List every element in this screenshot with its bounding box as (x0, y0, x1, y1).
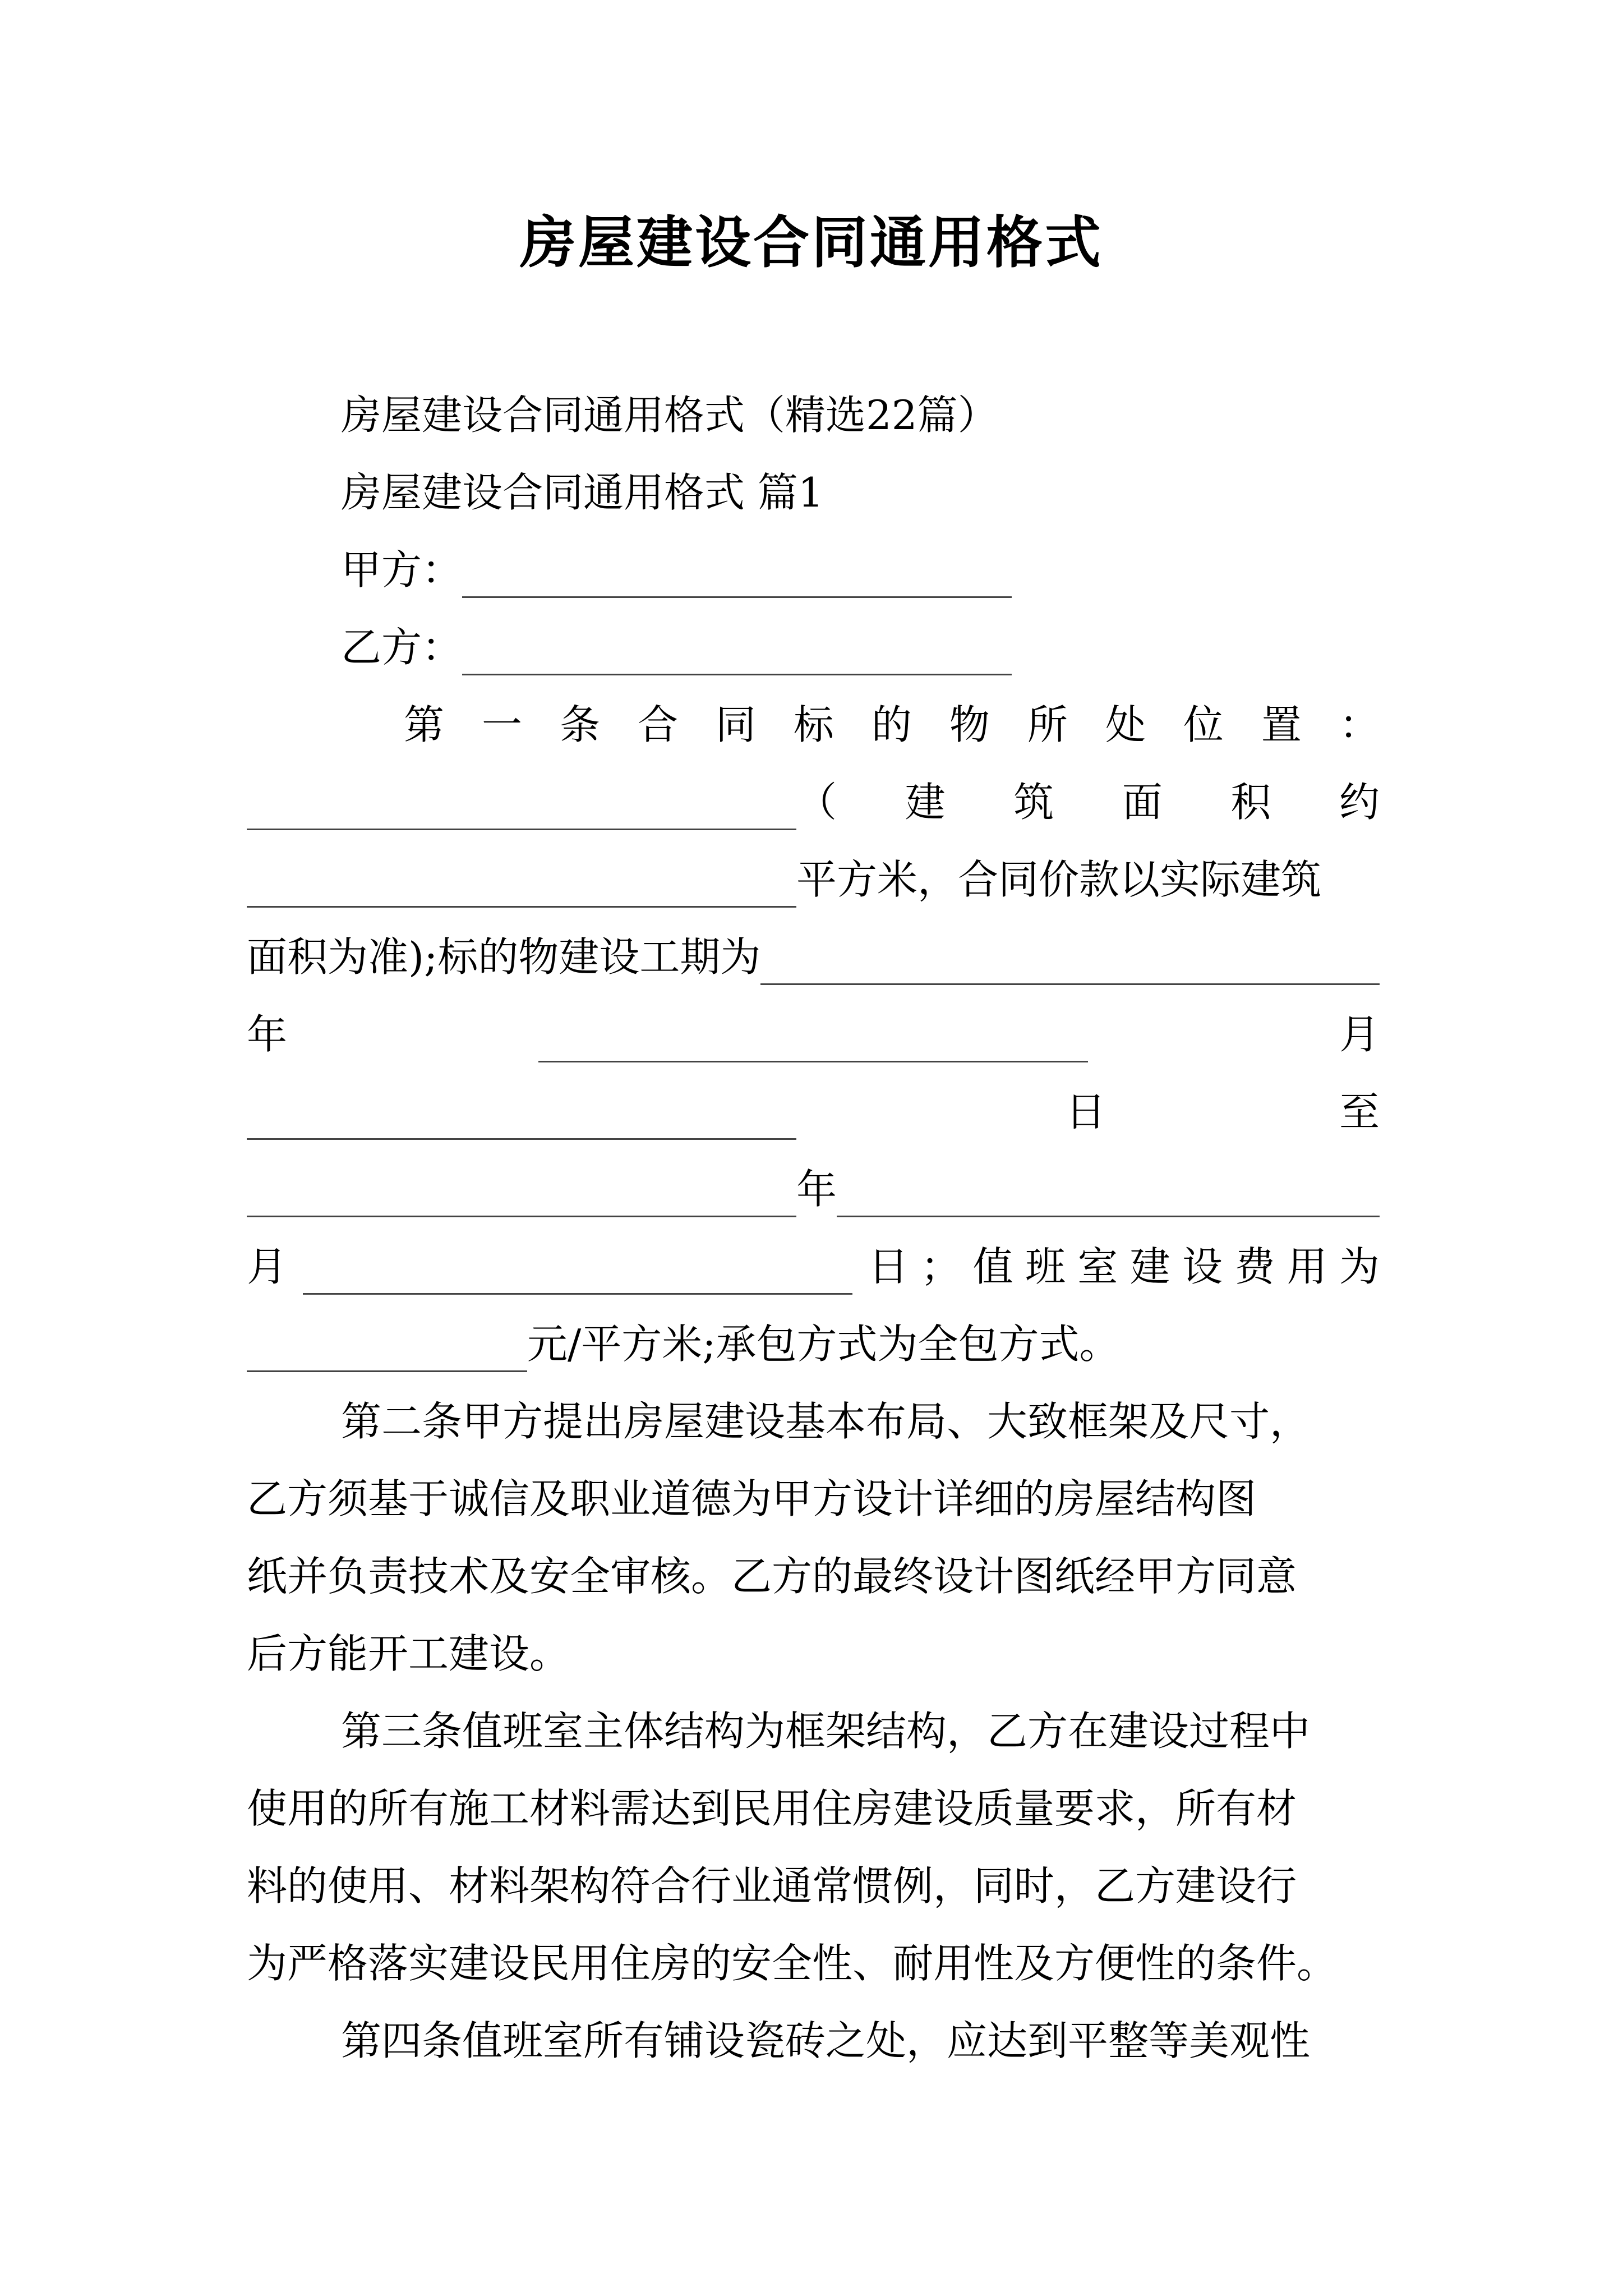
art1-char: 第 (404, 701, 445, 748)
area-blank[interactable] (247, 872, 796, 908)
art2-line: 第二条甲方提出房屋建设基本布局、大致框架及尺寸， (341, 1398, 1311, 1445)
art1-line-7 (247, 1161, 1380, 1217)
document-title: 房屋建设合同通用格式 (520, 210, 1103, 275)
party-b-label: 乙方： (341, 624, 463, 671)
year-label: 年 (247, 1011, 288, 1058)
art1-char: 用 (1287, 1243, 1327, 1290)
art1-char: 一 (481, 701, 522, 748)
party-a-label: 甲方： (341, 546, 463, 593)
art2-line: 乙方须基于诚信及职业道德为甲方设计详细的房屋结构图 (247, 1475, 1257, 1522)
fee-blank[interactable] (247, 1337, 527, 1372)
art1-line-1 (404, 697, 1380, 753)
art1-line-5 (247, 1006, 1380, 1062)
art1-line-4 (247, 929, 1380, 985)
art1-char: 建 (1129, 1243, 1170, 1290)
section-heading: 房屋建设合同通用格式 篇1 (341, 469, 824, 516)
art1-char: 位 (1183, 701, 1224, 748)
art1-char: （ (796, 779, 837, 826)
day-label: 日 (1066, 1088, 1106, 1135)
art1-char: 值 (972, 1243, 1013, 1290)
fee-phrase (868, 1239, 1380, 1295)
art1-line-9 (247, 1316, 1380, 1372)
art2-line: 纸并负责技术及安全审核。乙方的最终设计图纸经甲方同意 (247, 1553, 1297, 1600)
party-b-line (341, 619, 1380, 675)
art3-line: 料的使用、材料架构符合行业通常惯例，同时，乙方建设行 (247, 1862, 1297, 1910)
start-day-blank[interactable] (247, 1105, 796, 1140)
duration-text: 面积为准);标的物建设工期为 (247, 933, 761, 981)
art1-line-2 (247, 774, 1380, 830)
year-label: 年 (796, 1166, 837, 1213)
art1-char: 面 (1122, 779, 1163, 826)
art1-line-3 (247, 852, 1380, 908)
art1-char: 处 (1105, 701, 1146, 748)
art1-line-6 (247, 1084, 1380, 1140)
art1-char: 的 (871, 701, 912, 748)
end-year-blank[interactable] (247, 1182, 796, 1217)
art1-char: 班 (1025, 1243, 1066, 1290)
art1-char: 置 (1261, 701, 1302, 748)
to-label: 至 (1339, 1088, 1380, 1135)
area-unit-text: 平方米，合同价款以实际建筑 (796, 856, 1322, 903)
art1-char: 室 (1077, 1243, 1118, 1290)
art1-char: 合 (637, 701, 678, 748)
month-label: 月 (1339, 1011, 1380, 1058)
art1-line-8 (247, 1239, 1380, 1295)
art1-char: 条 (559, 701, 600, 748)
art1-char: 约 (1339, 779, 1380, 826)
location-blank[interactable] (247, 795, 796, 830)
party-a-blank[interactable] (462, 563, 1012, 598)
art1-char: 日 (868, 1243, 909, 1290)
art1-char: ： (1339, 701, 1380, 748)
start-month-blank[interactable] (538, 1027, 1088, 1062)
art1-char: 建 (905, 779, 946, 826)
end-month-blank[interactable] (837, 1182, 1380, 1217)
party-b-blank[interactable] (462, 640, 1012, 675)
art1-char: 同 (715, 701, 756, 748)
end-day-blank[interactable] (303, 1259, 852, 1295)
art1-char: 设 (1182, 1243, 1223, 1290)
month-label: 月 (247, 1243, 288, 1290)
art3-line: 第三条值班室主体结构为框架结构，乙方在建设过程中 (341, 1708, 1311, 1755)
art1-char: 标 (793, 701, 834, 748)
art1-char: 物 (949, 701, 990, 748)
fee-unit-text: 元/平方米;承包方式为全包方式。 (527, 1320, 1120, 1368)
art2-line: 后方能开工建设。 (247, 1630, 570, 1677)
art1-char: 所 (1027, 701, 1068, 748)
art4-line: 第四条值班室所有铺设瓷砖之处，应达到平整等美观性 (341, 2017, 1311, 2064)
art3-line: 使用的所有施工材料需达到民用住房建设质量要求，所有材 (247, 1785, 1297, 1832)
party-a-line (341, 542, 1380, 598)
subtitle: 房屋建设合同通用格式（精选22篇） (341, 392, 998, 439)
art3-line: 为严格落实建设民用住房的安全性、耐用性及方便性的条件。 (247, 1940, 1338, 1987)
art1-char: 积 (1230, 779, 1271, 826)
art1-char: 费 (1234, 1243, 1275, 1290)
area-phrase (796, 774, 1380, 830)
art1-char: ； (920, 1243, 961, 1290)
day-to-phrase (796, 1084, 1380, 1140)
start-year-blank[interactable] (760, 950, 1380, 985)
art1-char: 为 (1339, 1243, 1380, 1290)
art1-char: 筑 (1013, 779, 1054, 826)
